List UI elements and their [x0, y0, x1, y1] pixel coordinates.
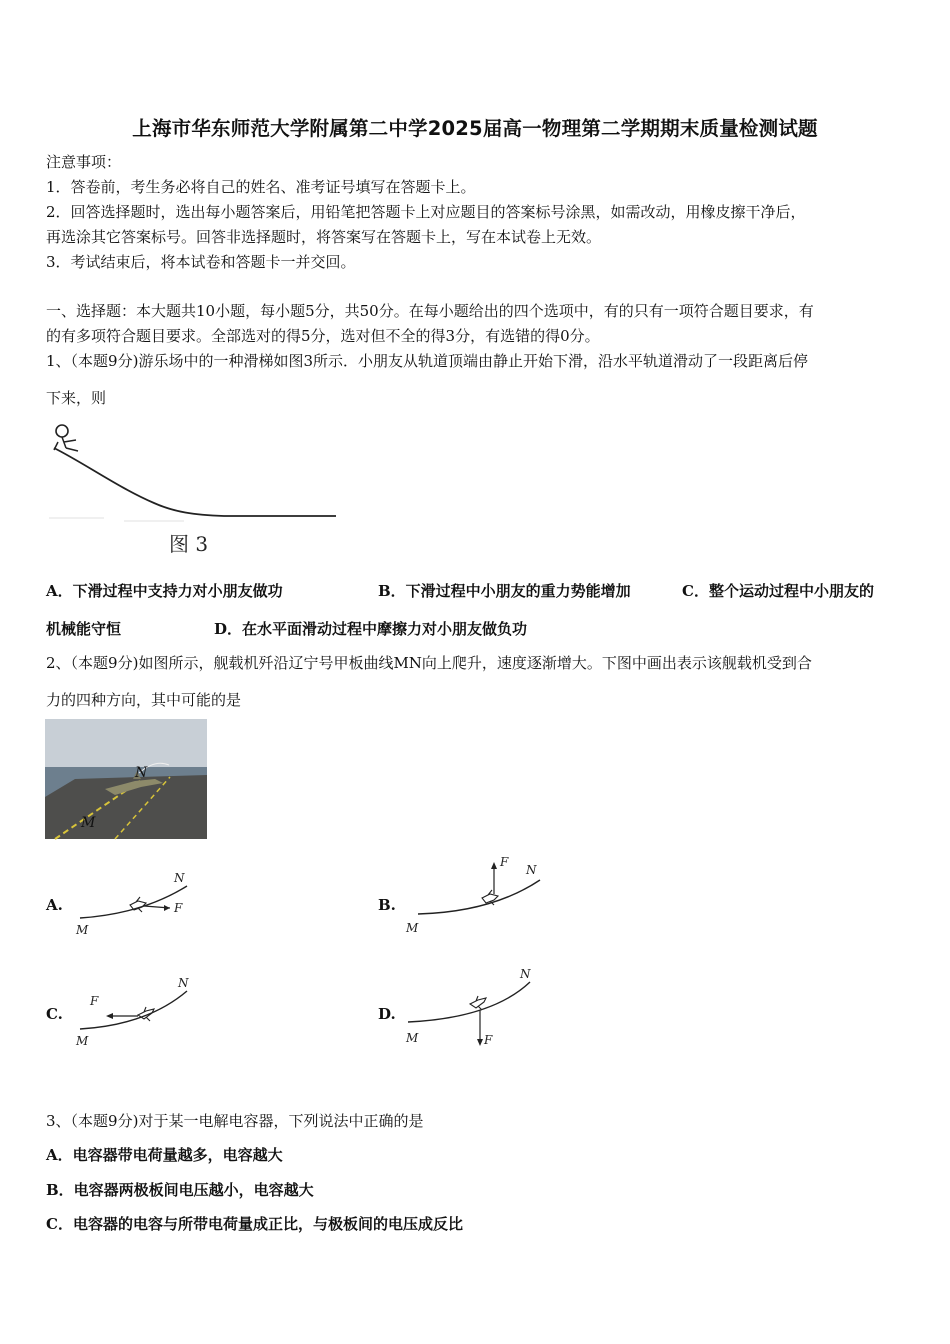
- carrier-photo: [45, 719, 207, 839]
- svg-text:M: M: [406, 1031, 419, 1045]
- svg-text:N: N: [174, 871, 185, 885]
- page-title: 上海市华东师范大学附属第二中学2025届高一物理第二学期期末质量检测试题: [132, 117, 818, 140]
- option-c-letter: C.: [46, 1005, 63, 1023]
- figure-caption: 图 3: [169, 532, 209, 556]
- section-instructions: 的有多项符合题目要求。全部选对的得5分，选对但不全的得3分，有选错的得0分。: [46, 327, 600, 345]
- option-a-letter: A.: [46, 896, 63, 914]
- option-c-diagram: [72, 975, 202, 1050]
- option-d: D．在水平面滑动过程中摩擦力对小朋友做负功: [214, 620, 528, 638]
- notice-heading: 注意事项：: [46, 153, 122, 171]
- option-a: A．下滑过程中支持力对小朋友做功: [46, 582, 283, 600]
- slide-figure: [44, 418, 344, 563]
- option-c: 机械能守恒: [46, 620, 122, 638]
- question-1-stem: 下来，则: [46, 389, 107, 407]
- svg-text:F: F: [174, 901, 183, 915]
- option-b-letter: B.: [378, 896, 396, 914]
- notice-item: 再选涂其它答案标号。回答非选择题时，将答案写在答题卡上，写在本试卷上无效。: [46, 228, 602, 246]
- svg-text:N: N: [526, 863, 537, 877]
- option-b: B．电容器两极板间电压越小，电容越大: [46, 1181, 314, 1199]
- option-b-diagram: [402, 852, 552, 940]
- option-a: A．电容器带电荷量越多，电容越大: [46, 1146, 283, 1164]
- svg-text:F: F: [500, 855, 509, 869]
- notice-item: 2．回答选择题时，选出每小题答案后，用铅笔把答题卡上对应题目的答案标号涂黑，如需改动，用橡皮擦干净后，: [46, 203, 806, 221]
- notice-item: 1．答卷前，考生务必将自己的姓名、准考证号填写在答题卡上。: [46, 178, 476, 196]
- svg-text:M: M: [76, 923, 89, 937]
- svg-text:M: M: [76, 1034, 89, 1048]
- option-a-diagram: [72, 868, 202, 938]
- notice-item: 3．考试结束后，将本试卷和答题卡一并交回。: [46, 253, 356, 271]
- svg-text:F: F: [484, 1033, 493, 1047]
- section-instructions: 一、选择题：本大题共10小题，每小题5分，共50分。在每小题给出的四个选项中，有的只有一项符合题目要求，有: [46, 302, 814, 320]
- svg-text:M: M: [406, 921, 419, 935]
- label-m: M: [81, 815, 96, 831]
- svg-text:N: N: [178, 976, 189, 990]
- question-2-stem: 2、（本题9分)如图所示，舰载机歼沿辽宁号甲板曲线MN向上爬升，速度逐渐增大。下图中画出表示该舰载机受到合: [46, 654, 812, 672]
- option-d-diagram: [402, 962, 552, 1052]
- option-b: B．下滑过程中小朋友的重力势能增加: [378, 582, 631, 600]
- option-c: C．电容器的电容与所带电荷量成正比，与极板间的电压成反比: [46, 1215, 463, 1233]
- question-1-stem: 1、（本题9分)游乐场中的一种滑梯如图3所示．小朋友从轨道顶端由静止开始下滑，沿水平轨道滑动了一段距离后停: [46, 352, 808, 370]
- svg-text:N: N: [520, 967, 531, 981]
- option-d-letter: D.: [378, 1005, 396, 1023]
- svg-text:F: F: [90, 994, 99, 1008]
- question-2-stem: 力的四种方向，其中可能的是: [46, 691, 242, 709]
- option-c: C．整个运动过程中小朋友的: [682, 582, 874, 600]
- label-n: N: [135, 765, 148, 781]
- question-3-stem: 3、（本题9分)对于某一电解电容器，下列说法中正确的是: [46, 1112, 424, 1130]
